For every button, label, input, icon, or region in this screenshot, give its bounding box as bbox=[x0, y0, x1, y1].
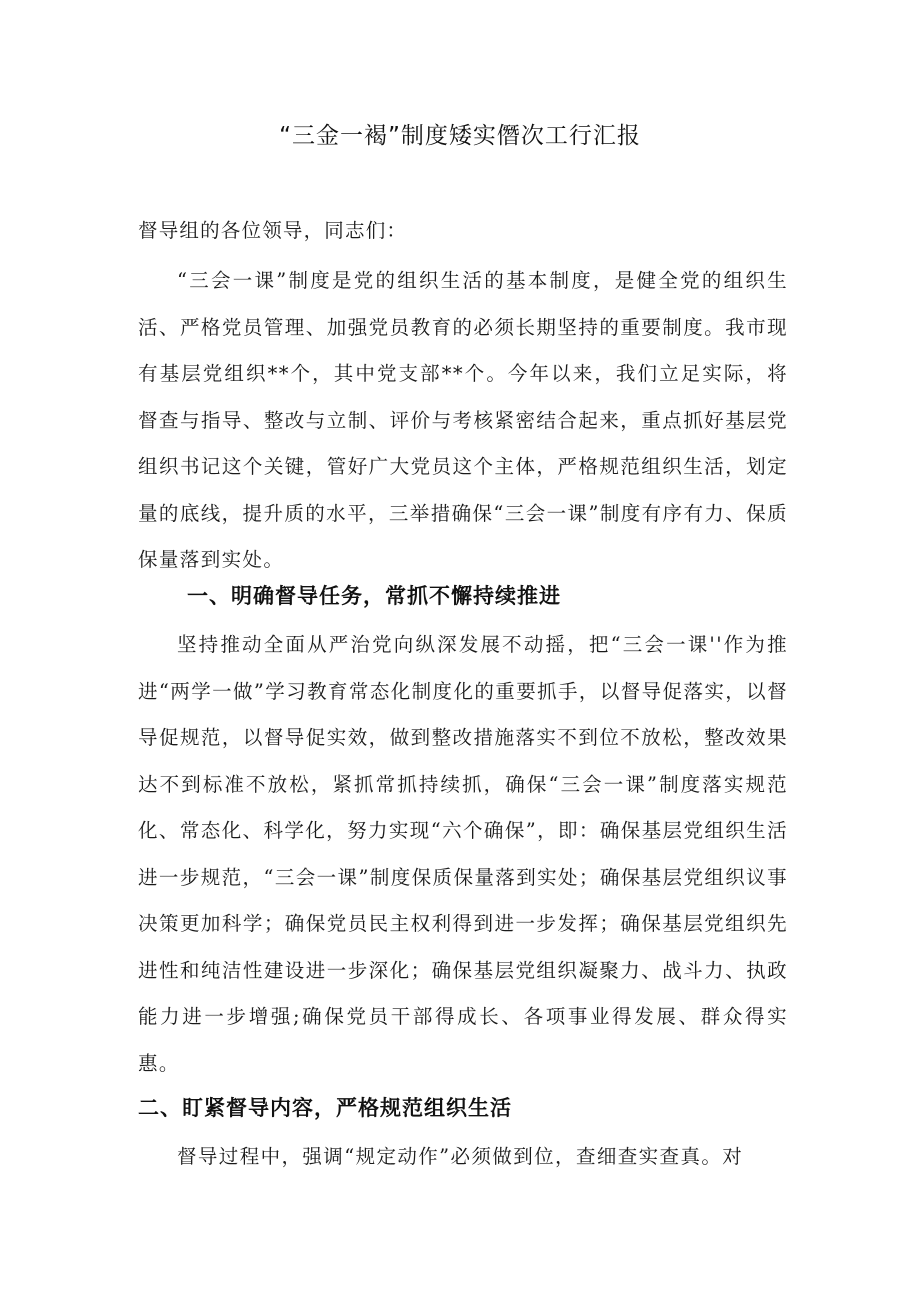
section-heading-1: 一、明确督导任务，常抓不懈持续推进 bbox=[187, 584, 561, 608]
section-1-paragraph: 坚持推动全面从严治党向纵深发展不动摇，把“三会一课''作为推进“两学一做”学习教育常态化制度化的重要抓手，以督导促落实，以督导促规范，以督导促实效，做到整改措施落实不到位不放松，整改效果达不到标准不放松，紧抓常抓持续抓，确保“三会一课”制度落实规范化、常态化、科学化，努力实现“六个确保”，即：确保基层党组织生活进一步规范，“三会一课”制度保质保量落到实处；确保基层党组织议事决策更加科学；确保党员民主权利得到进一步发挥；确保基层党组织先进性和纯洁性建设进一步深化；确保基层党组织凝聚力、战斗力、执政能力进一步增强;确保党员干部得成长、各项事业得发展、群众得实惠。 bbox=[138, 633, 788, 1075]
section-heading-2: 二、盯紧督导内容，严格规范组织生活 bbox=[138, 1096, 512, 1120]
document-title: “三金一褐”制度矮实僭次工行汇报 bbox=[279, 123, 641, 149]
section-2-paragraph: 督导过程中，强调“规定动作”必须做到位，查细查实查真。对 bbox=[177, 1145, 744, 1168]
salutation: 督导组的各位领导，同志们： bbox=[138, 219, 408, 242]
intro-paragraph: “三会一课”制度是党的组织生活的基本制度，是健全党的组织生活、严格党员管理、加强党员教育的必须长期坚持的重要制度。我市现有基层党组织**个，其中党支部**个。今年以来，我们立足实际，将督查与指导、整改与立制、评价与考核紧密结合起来，重点抓好基层党组织书记这个关键，管好广大党员这个主体，严格规范组织生活，划定量的底线，提升质的水平，三举措确保“三会一课”制度有序有力、保质保量落到实处。 bbox=[138, 269, 788, 571]
